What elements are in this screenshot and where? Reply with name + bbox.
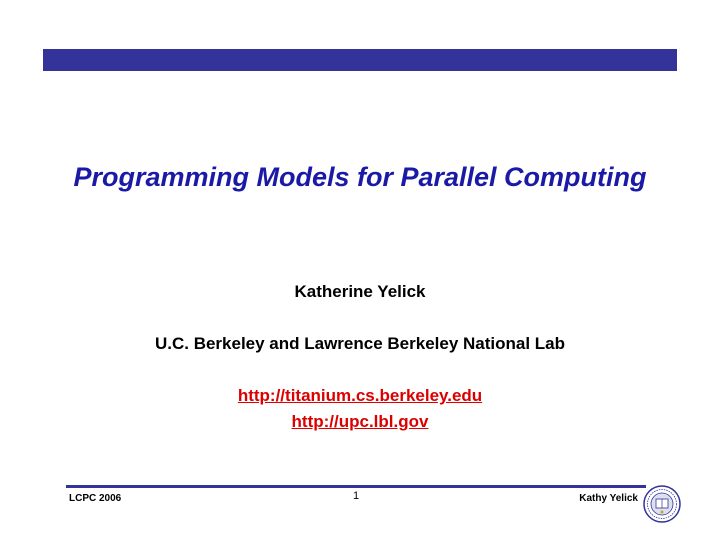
top-accent-bar — [43, 49, 677, 71]
footer-author: Kathy Yelick — [579, 493, 638, 504]
footer-divider-bar — [66, 485, 646, 488]
upc-link[interactable]: http://upc.lbl.gov — [291, 412, 429, 431]
author-name: Katherine Yelick — [294, 282, 426, 301]
slide-title: Programming Models for Parallel Computing — [73, 162, 647, 192]
university-seal-icon — [643, 485, 681, 523]
page-number: 1 — [353, 490, 360, 502]
affiliation: U.C. Berkeley and Lawrence Berkeley National Lab — [154, 334, 566, 353]
footer-event: LCPC 2006 — [69, 493, 122, 504]
titanium-link[interactable]: http://titanium.cs.berkeley.edu — [237, 386, 483, 405]
